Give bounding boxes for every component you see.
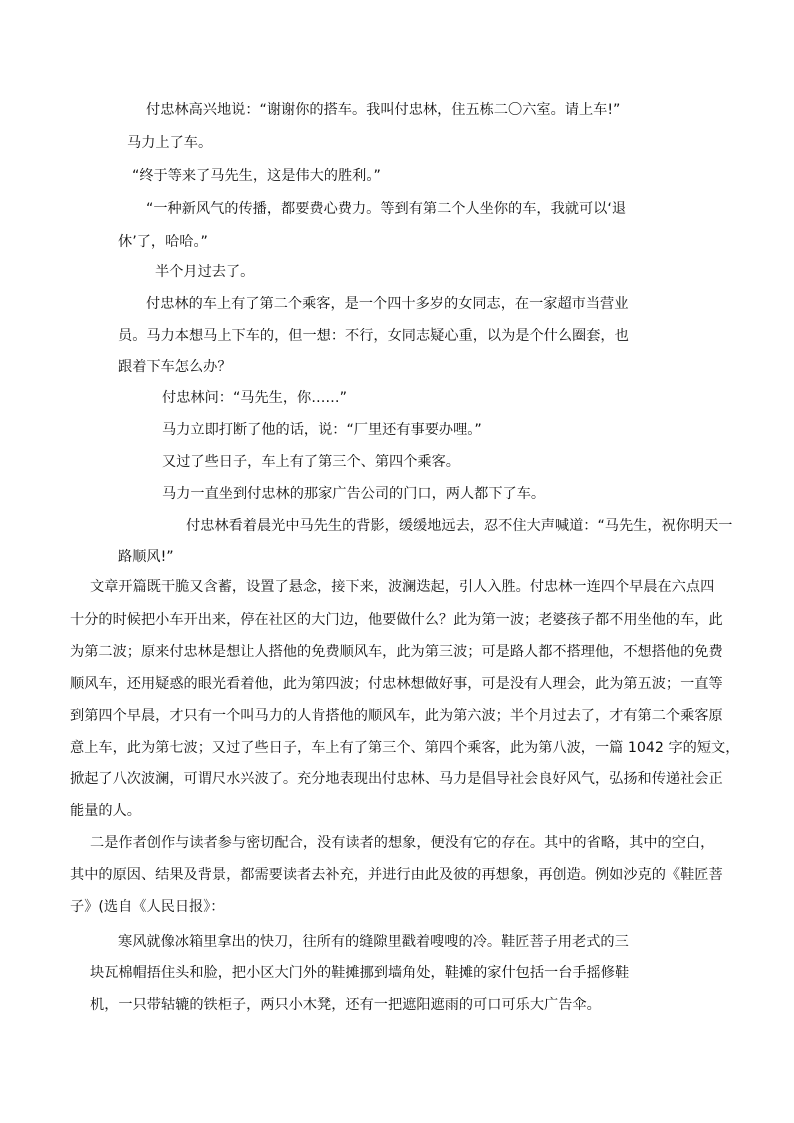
analysis-line: 为第二波；原来付忠林是想让人搭他的免费顺风车，此为第三波；可是路人都不搭理他，不想搭他的免费 [70, 644, 723, 660]
story-line: 又过了些日子，车上有了第三个、第四个乘客。 [162, 454, 460, 470]
analysis-line: 二是作者创作与读者参与密切配合，没有读者的想象，便没有它的存在。其中的省略，其中的空白， [90, 835, 715, 851]
excerpt-line: 机，一只带轱辘的铁柜子，两只小木凳，还有一把遮阳遮雨的可口可乐大广告伞。 [90, 997, 601, 1013]
story-line: 付忠林问：“马先生，你……” [162, 390, 347, 406]
excerpt-line: 寒风就像冰箱里拿出的快刀，往所有的缝隙里戳着嗖嗖的冷。鞋匠菩子用老式的三 [118, 934, 629, 950]
analysis-line: 到第四个早晨，才只有一个叫马力的人肯搭他的顺风车，此为第六波；半个月过去了，才有第二个乘客原 [70, 708, 723, 724]
analysis-line: 掀起了八次波澜，可谓尺水兴波了。充分地表现出付忠林、马力是倡导社会良好风气，弘扬和传递社会正 [70, 771, 723, 787]
story-line: 马力上了车。 [127, 135, 213, 151]
story-line: 员。马力本想马上下车的，但一想：不行，女同志疑心重，以为是个什么圈套，也 [118, 328, 629, 344]
analysis-line: 子》(选自《人民日报》： [70, 899, 225, 915]
analysis-line: 意上车，此为第七波；又过了些日子，车上有了第三个、第四个乘客，此为第八波，一篇 1042 字的短文， [70, 740, 740, 756]
analysis-line: 顺风车，还用疑惑的眼光看着他，此为第四波；付忠林想做好事，可是没有人理会，此为第五波；一直等 [70, 676, 723, 692]
story-line: “终于等来了马先生，这是伟大的胜利。” [132, 168, 381, 184]
analysis-line: 能量的人。 [70, 803, 141, 819]
analysis-line: 其中的原因、结果及背景，都需要读者去补充，并进行由此及彼的再想象，再创造。例如沙克的《鞋匠菩 [70, 867, 723, 883]
analysis-line: 文章开篇既干脆又含蓄，设置了悬念，接下来，波澜迭起，引人入胜。付忠林一连四个早晨在六点四 [90, 579, 715, 595]
story-line: 马力一直坐到付忠林的那家广告公司的门口，两人都下了车。 [162, 486, 546, 502]
story-line: 付忠林的车上有了第二个乘客，是一个四十多岁的女同志，在一家超市当营业 [146, 296, 629, 312]
excerpt-line: 块瓦棉帽捂住头和脸，把小区大门外的鞋摊挪到墙角处，鞋摊的家什包括一台手摇修鞋 [90, 965, 630, 981]
story-line: 休’了，哈哈。” [118, 234, 208, 250]
analysis-line: 十分的时候把小车开出来，停在社区的大门边，他要做什么？此为第一波；老婆孩子都不用坐他的车，此 [70, 612, 723, 628]
story-line: 马力立即打断了他的话，说：“厂里还有事要办哩。” [162, 422, 482, 438]
story-line: 付忠林看着晨光中马先生的背影，缓缓地远去，忍不住大声喊道：“马先生，祝你明天一 [186, 518, 733, 534]
story-line: 路顺风!” [118, 549, 174, 565]
story-line: “一种新风气的传播，都要费心费力。等到有第二个人坐你的车，我就可以‘退 [146, 201, 627, 217]
story-line: 半个月过去了。 [155, 264, 255, 280]
story-line: 付忠林高兴地说：“谢谢你的搭车。我叫付忠林，住五栋二〇六室。请上车!” [146, 102, 621, 118]
story-line: 跟着下车怎么办？ [118, 359, 232, 375]
